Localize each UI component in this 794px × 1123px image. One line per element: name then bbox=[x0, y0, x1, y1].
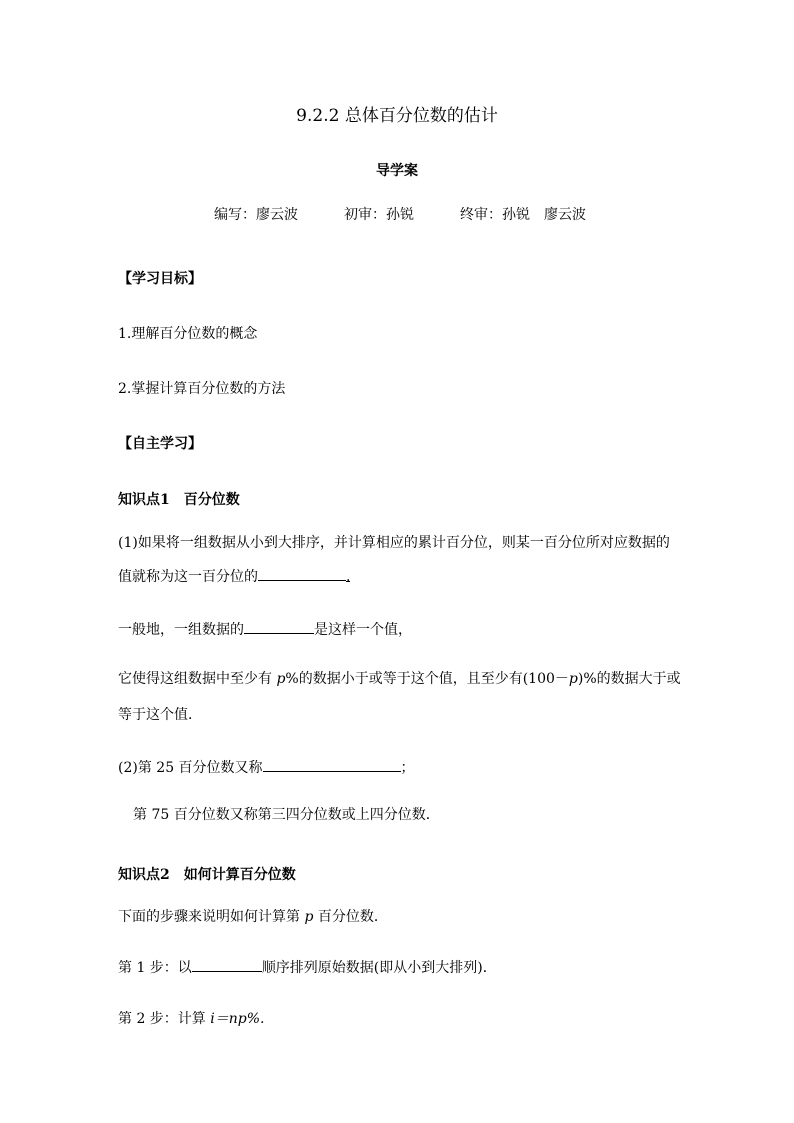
kp1-paragraph-3-line-2: 等于这个值． bbox=[118, 707, 202, 723]
kp1-p2-end: 是这样一个值， bbox=[314, 622, 412, 638]
step-1-end: 顺序排列原始数据(即从小到大排列)． bbox=[261, 960, 497, 976]
kp1-p3-b: %的数据小于或等于这个值，且至少有(100－ bbox=[285, 671, 569, 687]
step-1-start: 第 1 步：以 bbox=[118, 960, 192, 976]
kp1-paragraph-1-line-1: (1)如果将一组数据从小到大排序，并计算相应的累计百分位，则某一百分位所对应数据的 bbox=[118, 535, 670, 551]
credit-editor: 编写：廖云波 bbox=[214, 207, 298, 223]
step-2-formula: i＝np%. bbox=[210, 1011, 265, 1027]
knowledge-point-1-heading: 知识点1 百分位数 bbox=[118, 492, 240, 508]
kp1-paragraph-5: 第 75 百分位数又称第三四分位数或上四分位数． bbox=[133, 807, 440, 823]
variable-p-3: p bbox=[304, 909, 314, 925]
kp1-paragraph-2 bbox=[118, 619, 412, 640]
step-2 bbox=[118, 1009, 264, 1029]
credit-first-review: 初审：孙锐 bbox=[344, 207, 414, 223]
objectives-heading: 【学习目标】 bbox=[118, 271, 202, 287]
credits-line bbox=[214, 205, 586, 225]
kp1-p3-a: 它使得这组数据中至少有 bbox=[118, 671, 277, 687]
kp1-paragraph-4 bbox=[118, 757, 415, 778]
fill-blank-4[interactable] bbox=[192, 957, 262, 972]
credit-final-review: 终审：孙锐 廖云波 bbox=[460, 207, 586, 223]
step-2-label: 第 2 步：计算 bbox=[118, 1011, 211, 1027]
fill-blank-1-end: . bbox=[346, 569, 351, 585]
page-title: 9.2.2 总体百分位数的估计 bbox=[296, 106, 498, 126]
kp1-p3-c: )%的数据大于或 bbox=[577, 671, 681, 687]
kp1-definition-text: 值就称为这一百分位的 bbox=[118, 569, 258, 585]
objective-item-2: 2.掌握计算百分位数的方法 bbox=[118, 381, 286, 397]
fill-blank-3[interactable] bbox=[263, 757, 401, 772]
variable-p-2: p bbox=[568, 671, 578, 687]
kp1-paragraph-1-line-2 bbox=[118, 566, 350, 587]
kp1-p4-start: (2)第 25 百分位数又称 bbox=[118, 760, 263, 776]
kp2-intro-a: 下面的步骤来说明如何计算第 bbox=[118, 909, 305, 925]
kp1-paragraph-3-line-1 bbox=[118, 669, 681, 689]
page-subtitle: 导学案 bbox=[376, 163, 418, 179]
knowledge-point-2-heading: 知识点2 如何计算百分位数 bbox=[118, 867, 296, 883]
step-1 bbox=[118, 957, 497, 978]
objective-item-1: 1.理解百分位数的概念 bbox=[118, 326, 258, 342]
kp2-intro-b: 百分位数． bbox=[313, 909, 388, 925]
kp1-p4-end: ； bbox=[400, 760, 415, 776]
fill-blank-1[interactable] bbox=[258, 566, 346, 581]
variable-p: p bbox=[276, 671, 286, 687]
kp2-intro bbox=[118, 907, 388, 927]
self-study-heading: 【自主学习】 bbox=[118, 436, 202, 452]
fill-blank-2[interactable] bbox=[244, 619, 314, 634]
kp1-p2-start: 一般地，一组数据的 bbox=[118, 622, 244, 638]
